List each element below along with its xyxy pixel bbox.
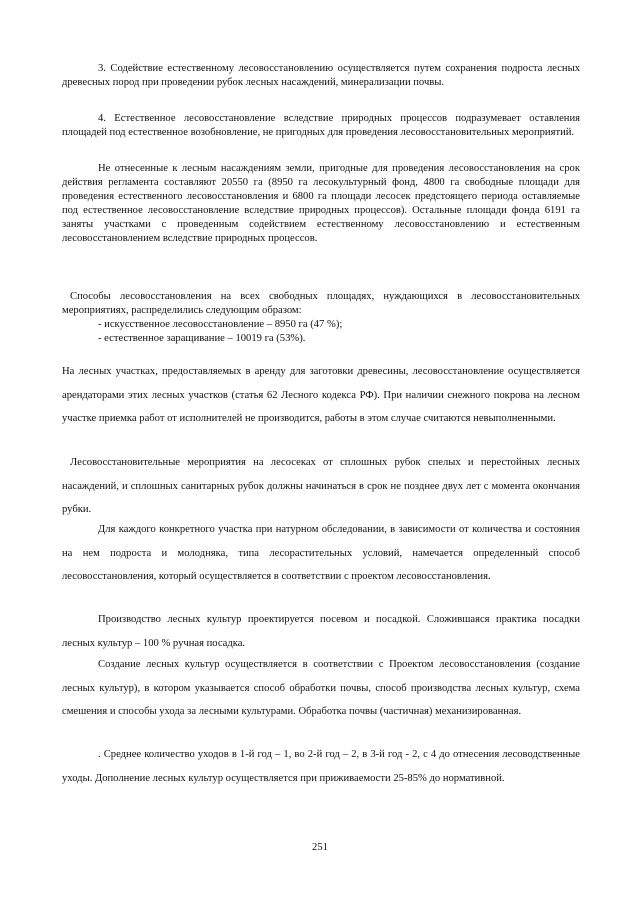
page-number: 251 [312,842,328,853]
paragraph-5: На лесных участках, предоставляемых в аренду для заготовки древесины, лесовосстановление осуществляется арендаторами этих лесных участков (статья 62 Лесного кодекса РФ). При наличии снежного покрова на лесном участке приемка работ от исполнителей не производится, работы в этом случае считаются невыполненными. [62,366,580,424]
paragraph-1: 3. Содействие естественному лесовосстановлению осуществляется путем сохранения подроста лесных древесных пород при проведении рубок лесных насаждений, минерализации почвы. [62,63,580,88]
paragraph-6: Лесовосстановительные мероприятия на лесосеках от сплошных рубок спелых и перестойных лесных насаждений, и сплошных санитарных рубок должны начинаться в срок не позднее двух лет с момента окончания рубки. [62,457,580,515]
list-item-natural: - естественное заращивание – 10019 га (53%). [98,333,306,344]
list-item-artificial: - искусственное лесовосстановление – 8950 га (47 %); [98,319,343,330]
paragraph-2: 4. Естественное лесовосстановление вследствие природных процессов подразумевает оставления площадей под естественное возобновление, не пригодных для проведения лесовосстановительных мероприятий. [62,113,580,138]
methods-list [98,318,342,346]
paragraph-4: Способы лесовосстановления на всех свободных площадях, нуждающихся в лесовосстановительных мероприятиях, распределились следующим образом: [62,291,580,316]
paragraph-10: . Среднее количество уходов в 1-й год – 1, во 2-й год – 2, в 3-й год - 2, с 4 до отнесения лесоводственные уходы. Дополнение лесных культур осуществляется при приживаемости 25-85% до нормативной. [62,749,580,784]
paragraph-9: Создание лесных культур осуществляется в соответствии с Проектом лесовосстановления (создание лесных культур), в котором указывается способ обработки почвы, способ производства лесных культур, схема смешения и способы ухода за лесными культурами. Обработка почвы (частичная) механизированная. [62,659,580,717]
paragraph-3: Не отнесенные к лесным насаждениям земли, пригодные для проведения лесовосстановления на срок действия регламента составляют 20550 га (8950 га лесокультурный фонд, 4800 га свободные площади для проведения естественного лесовосстановления и 6800 га площади лесосек предстоящего периода оставляемые под естественное лесовосстановление вследствие природных процессов). Остальные площади фонда 6191 га заняты участками с проведенным содействием естественному лесовосстановлению и естественным лесовосстановлением вследствие природных процессов. [62,163,580,244]
paragraph-8: Производство лесных культур проектируется посевом и посадкой. Сложившаяся практика посадки лесных культур – 100 % ручная посадка. [62,614,580,649]
paragraph-7: Для каждого конкретного участка при натурном обследовании, в зависимости от количества и состояния на нем подроста и молодняка, типа лесорастительных условий, намечается определенный способ лесовосстановления, который осуществляется в соответствии с проектом лесовосстановления. [62,524,580,582]
